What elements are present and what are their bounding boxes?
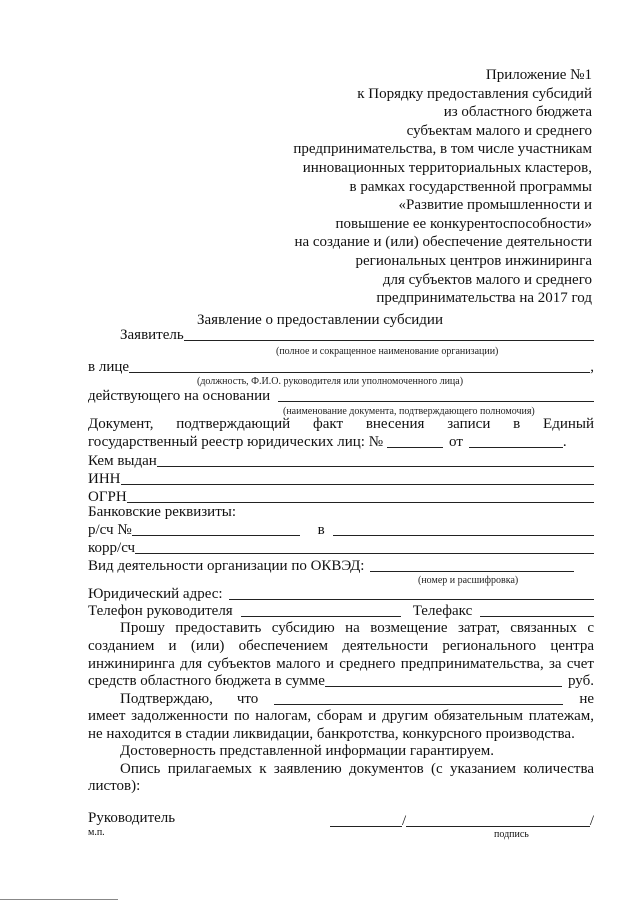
fax-field[interactable] [480, 602, 594, 617]
header-line: предпринимательства на 2017 год [376, 290, 592, 307]
person-comma: , [590, 359, 594, 375]
header-line: для субъектов малого и среднего [382, 271, 592, 288]
account-label: р/сч № [88, 522, 132, 538]
bottom-divider [0, 899, 118, 900]
guarantee-line: Достоверность представленной информации гарантируем. [120, 743, 495, 759]
confirm-not: не [579, 691, 594, 707]
document-date-label: от [449, 434, 463, 450]
okved-row [88, 557, 574, 575]
okved-caption: (номер и расшифровка) [418, 575, 519, 586]
applicant-row [120, 326, 594, 344]
head-label: Руководитель [88, 810, 176, 826]
header-line: из областного бюджета [443, 104, 592, 121]
organization-name-field[interactable] [274, 690, 563, 705]
subsidy-sum-field[interactable] [325, 672, 562, 687]
address-label: Юридический адрес: [88, 586, 223, 602]
signature-name-field[interactable] [406, 812, 590, 827]
corr-row [88, 539, 594, 557]
document-date-field[interactable] [469, 433, 563, 448]
ogrn-field[interactable] [127, 488, 594, 503]
signature-row [330, 812, 594, 830]
ogrn-label: ОГРН [88, 489, 127, 505]
request-line-1: Прошу предоставить субсидию на возмещение затрат, связанных с [120, 620, 594, 636]
confirm-that: что [236, 691, 259, 707]
confirm-word: Подтверждаю, [120, 691, 213, 707]
basis-caption: (наименование документа, подтверждающего полномочия) [283, 406, 535, 417]
signature-slash: / [402, 813, 407, 829]
appendix-header [293, 66, 592, 308]
header-line: в рамках государственной программы [349, 178, 592, 195]
confirm-row-1 [120, 690, 594, 708]
basis-label: действующего на основании [88, 388, 271, 404]
confirm-line-3: не находится в стадии ликвидации, банкротства, конкурсного производства. [88, 726, 575, 742]
request-sum-label: средств областного бюджета в сумме [88, 673, 325, 689]
account-field[interactable] [132, 521, 300, 536]
request-line-2: созданием и (или) обеспечением деятельности регионального центра [88, 638, 594, 654]
basis-field[interactable] [278, 387, 594, 402]
inn-row [88, 470, 594, 488]
document-reg-label: государственный реестр юридических лиц: № [88, 434, 384, 450]
account-in-label: в [317, 522, 325, 538]
address-row [88, 585, 594, 603]
document-line-1: Документ, подтверждающий факт внесения записи в Единый [88, 416, 594, 432]
issued-by-field[interactable] [157, 452, 594, 467]
phone-label: Телефон руководителя [88, 603, 233, 619]
person-row [88, 358, 594, 376]
account-row [88, 521, 594, 539]
person-caption: (должность, Ф.И.О. руководителя или уполномоченного лица) [197, 376, 464, 387]
header-line: предпринимательства, в том числе участникам [293, 141, 592, 158]
okved-field[interactable] [370, 557, 574, 572]
header-line: повышение ее конкурентоспособности» [335, 215, 592, 232]
person-field[interactable] [129, 358, 590, 373]
applicant-label: Заявитель [120, 327, 184, 343]
address-field[interactable] [229, 585, 594, 600]
inn-field[interactable] [121, 470, 595, 485]
header-line: инновационных территориальных кластеров, [302, 159, 592, 176]
request-row-4 [88, 672, 594, 690]
header-line: Приложение №1 [485, 67, 592, 83]
document-title: Заявление о предоставлении субсидии [197, 312, 443, 328]
header-line: на создание и (или) обеспечение деятельности [294, 234, 592, 251]
header-line: региональных центров инжиниринга [355, 252, 592, 269]
header-line: к Порядку предоставления субсидий [357, 85, 592, 102]
applicant-caption: (полное и сокращенное наименование организации) [276, 346, 499, 357]
phone-row [88, 602, 594, 620]
confirm-line-2: имеет задолженности по налогам, сборам и другим обязательным платежам, [88, 708, 594, 724]
bank-label: Банковские реквизиты: [88, 504, 237, 520]
fax-label: Телефакс [412, 603, 473, 619]
request-line-3: инжиниринга для субъектов малого и среднего предпринимательства, за счет [88, 656, 594, 672]
issued-by-label: Кем выдан [88, 453, 157, 469]
document-period: . [562, 434, 567, 450]
inventory-line-2: листов): [88, 778, 141, 794]
currency-label: руб. [568, 673, 594, 689]
phone-field[interactable] [241, 602, 401, 617]
corr-label: корр/сч [88, 540, 136, 556]
signature-slash-end: / [589, 813, 594, 829]
applicant-field[interactable] [184, 326, 594, 341]
person-label: в лице [88, 359, 130, 375]
document-number-field[interactable] [387, 433, 443, 448]
corr-field[interactable] [135, 539, 594, 554]
sign-label: подпись [494, 829, 529, 840]
document-row-2 [88, 433, 570, 451]
header-line: «Развитие промышленности и [398, 197, 592, 214]
issued-by-row [88, 452, 594, 470]
basis-row [88, 387, 594, 405]
signature-field[interactable] [330, 812, 402, 827]
stamp-label: м.п. [88, 827, 105, 838]
okved-label: Вид деятельности организации по ОКВЭД: [88, 558, 365, 574]
header-line: субъектам малого и среднего [406, 122, 592, 139]
bank-name-field[interactable] [333, 521, 594, 536]
inn-label: ИНН [88, 471, 121, 487]
inventory-line-1: Опись прилагаемых к заявлению документов (с указанием количества [120, 761, 594, 777]
